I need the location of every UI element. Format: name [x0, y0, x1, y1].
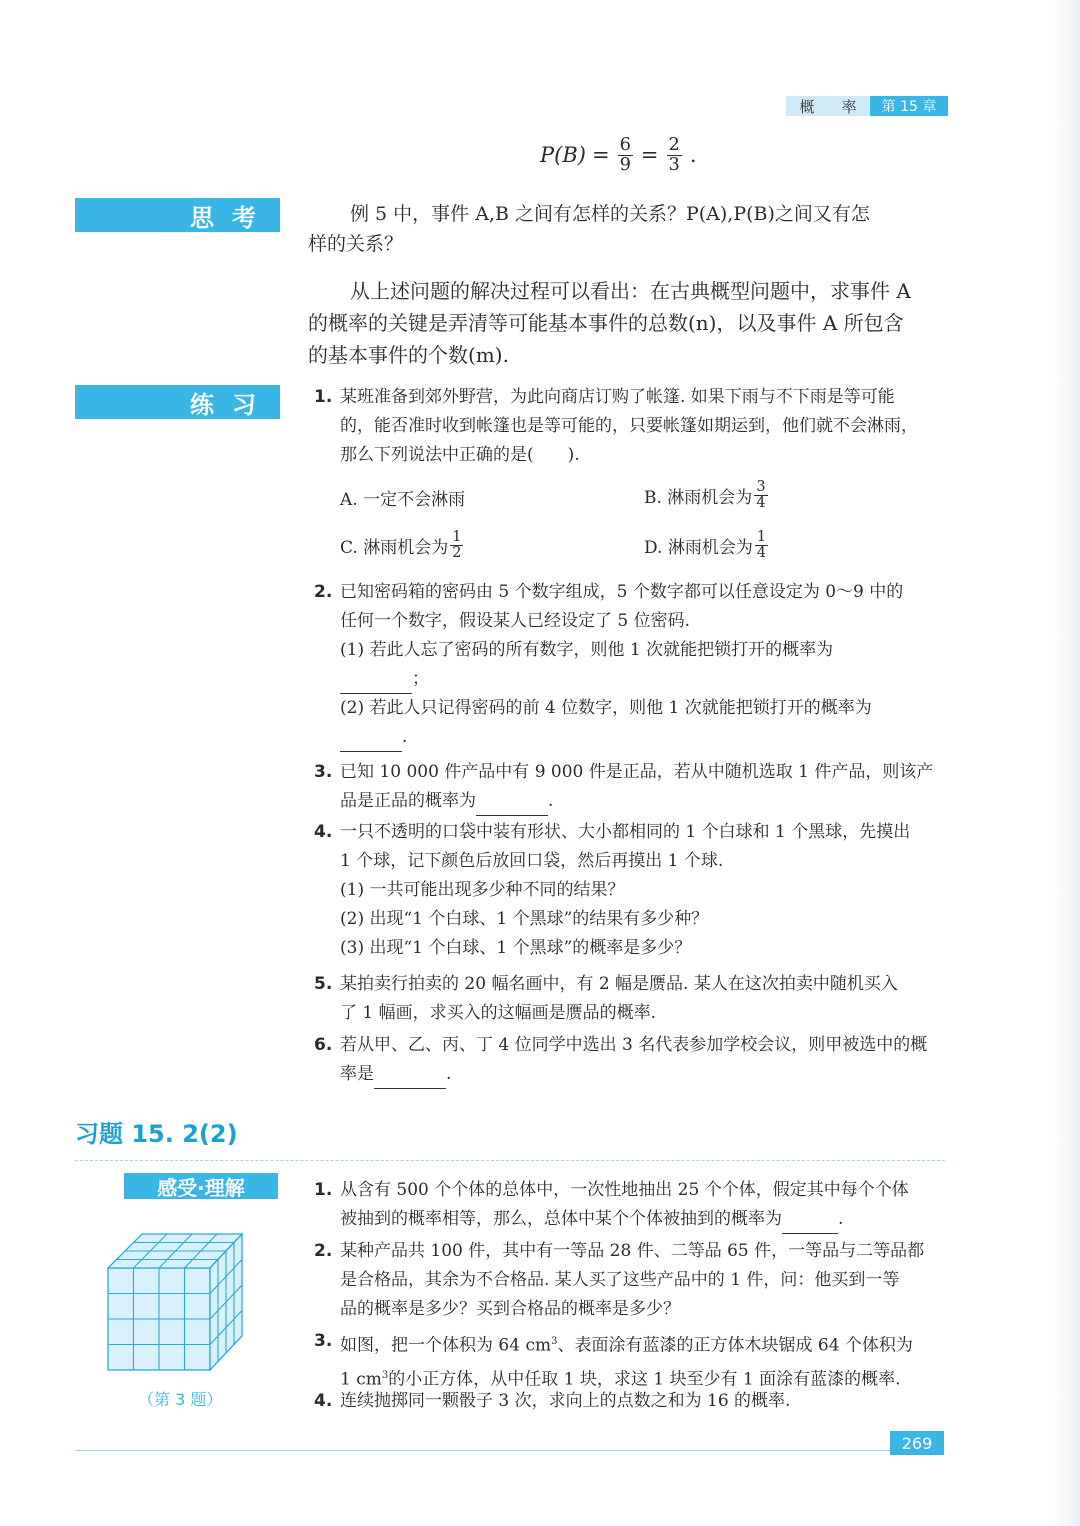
summary-line-3: 的基本事件的个数(m).: [308, 343, 509, 367]
page-number: 269: [890, 1431, 944, 1455]
option-c-fraction: [450, 530, 463, 561]
question-number: 4.: [314, 1391, 333, 1411]
formula-eq-1: =: [591, 143, 610, 168]
option-d-fraction: [755, 530, 768, 561]
practice-question-2: [314, 578, 950, 752]
chapter-header: [786, 96, 948, 116]
chapter-title-char-2: 率: [841, 97, 857, 116]
sub-question-1-answer: [340, 665, 950, 694]
question-line-text: 率是: [340, 1064, 374, 1084]
question-line: 1 个球，记下颜色后放回口袋，然后再摸出 1 个球.: [340, 851, 724, 871]
question-line: 已知 10 000 件产品中有 9 000 件是正品，若从中随机选取 1 件产品，则该产: [340, 762, 934, 782]
question-line: 连续抛掷同一颗骰子 3 次，求向上的点数之和为 16 的概率.: [340, 1391, 791, 1411]
practice-question-1: [314, 383, 950, 470]
question-line-text: 品是正品的概率为: [340, 791, 476, 811]
option-b-text: B. 淋雨机会为: [644, 488, 753, 509]
chapter-title-char-1: 概: [799, 97, 815, 116]
fraction-denominator: 4: [756, 495, 766, 512]
question-line-text: 如图，把一个体积为 64 cm: [340, 1335, 552, 1356]
fraction-numerator: 1: [452, 529, 462, 545]
formula-eq-2: =: [640, 143, 659, 168]
sub-question-2-answer: [340, 723, 950, 752]
cube-figure: [106, 1232, 246, 1372]
sub-question-3: (3) 出现“1 个白球、1 个黑球”的概率是多少？: [340, 938, 692, 958]
answer-blank[interactable]: [374, 1070, 446, 1089]
sub-question-1: (1) 一共可能出现多少种不同的结果？: [340, 880, 625, 900]
option-b-fraction: [754, 480, 767, 511]
question-line: 那么下列说法中正确的是( ).: [340, 445, 580, 465]
sub-question-2: (2) 出现“1 个白球、1 个黑球”的结果有多少种？: [340, 909, 709, 929]
option-c-text: C. 淋雨机会为: [340, 538, 449, 559]
section-divider: [75, 1160, 945, 1163]
fraction-denominator: 9: [619, 153, 631, 175]
question-line-text: 被抽到的概率相等，那么，总体中某个个体被抽到的概率为: [340, 1209, 782, 1229]
blank-end: .: [402, 727, 408, 747]
sub-question-1: (1) 若此人忘了密码的所有数字，则他 1 次就能把锁打开的概率为: [340, 640, 834, 660]
formula-end: .: [689, 143, 697, 168]
question-line: [340, 1060, 950, 1089]
think-line-1: 例 5 中，事件 A,B 之间有怎样的关系？P(A),P(B)之间又有怎: [350, 203, 870, 225]
fraction-six-ninths: [618, 136, 633, 174]
exercise-question-4: [314, 1387, 950, 1416]
question-line: 的，能否准时收到帐篷也是等可能的，只要帐篷如期运到，他们就不会淋雨，: [340, 416, 918, 436]
question-number: 6.: [314, 1035, 333, 1055]
question-line-text: 的小正方体，从中任取 1 块，求这 1 块至少有 1 面涂有蓝漆的概率.: [388, 1369, 901, 1390]
question-line: 已知密码箱的密码由 5 个数字组成，5 个数字都可以任意设定为 0～9 中的: [340, 582, 904, 602]
fraction-denominator: 2: [452, 545, 462, 562]
practice-question-5: [314, 970, 950, 1028]
question-number: 3.: [314, 762, 333, 782]
practice-question-3: [314, 758, 950, 816]
exercise-title: 习题 15. 2(2): [75, 1120, 238, 1148]
blank-end: .: [446, 1064, 452, 1084]
question-number: 2.: [314, 582, 333, 602]
exercise-question-2: [314, 1237, 950, 1324]
question-line: 从含有 500 个个体的总体中，一次性地抽出 25 个个体，假定其中每个个体: [340, 1180, 909, 1200]
blank-end: .: [838, 1209, 844, 1229]
summary-line-1: 从上述问题的解决过程可以看出：在古典概型问题中，求事件 A: [350, 279, 911, 303]
answer-blank[interactable]: [782, 1215, 838, 1234]
fraction-two-thirds: [667, 136, 682, 174]
question-number: 1.: [314, 1180, 333, 1200]
question-number: 4.: [314, 822, 333, 842]
question-line: [340, 787, 950, 816]
answer-blank[interactable]: [476, 797, 548, 816]
formula-lhs: P(B): [540, 143, 586, 168]
fraction-numerator: 2: [668, 134, 680, 155]
page-edge-shadow: [1052, 0, 1080, 1526]
superscript: 3: [381, 1369, 389, 1381]
practice-question-4: [314, 818, 950, 963]
option-d-text: D. 淋雨机会为: [644, 538, 753, 559]
question-number: 1.: [314, 387, 333, 407]
option-b: [644, 480, 770, 511]
question-number: 5.: [314, 974, 333, 994]
probability-formula: [540, 136, 697, 174]
exercise-question-1: [314, 1176, 950, 1234]
answer-blank[interactable]: [340, 675, 412, 694]
exercise-question-3: [314, 1327, 950, 1394]
question-line: [340, 1205, 950, 1234]
footer-line: [75, 1450, 945, 1451]
question-line: 任何一个数字，假设某人已经设定了 5 位密码.: [340, 611, 691, 631]
fraction-denominator: 3: [668, 153, 680, 175]
question-line: 了 1 幅画，求买入的这幅画是赝品的概率.: [340, 1003, 657, 1023]
question-line: 某班准备到郊外野营，为此向商店订购了帐篷. 如果下雨与不下雨是等可能: [340, 387, 895, 407]
option-a: [340, 485, 465, 510]
question-line: 若从甲、乙、丙、丁 4 位同学中选出 3 名代表参加学校会议，则甲被选中的概: [340, 1035, 928, 1055]
practice-question-6: [314, 1031, 950, 1089]
fraction-numerator: 6: [619, 134, 631, 155]
practice-tag: 练习: [75, 385, 280, 419]
question-line: 品的概率是多少？买到合格品的概率是多少？: [340, 1299, 680, 1319]
question-line-text: 1 cm: [340, 1369, 382, 1390]
fraction-numerator: 3: [756, 479, 766, 495]
blank-end: .: [548, 791, 554, 811]
superscript: 3: [551, 1336, 558, 1347]
blank-end: ；: [412, 669, 429, 689]
summary-line-2: 的概率的关键是弄清等可能基本事件的总数(n)，以及事件 A 所包含: [308, 311, 904, 335]
option-c: [340, 530, 465, 561]
question-number: 2.: [314, 1241, 333, 1261]
figure-caption: （第 3 题）: [138, 1390, 223, 1409]
fraction-numerator: 1: [756, 529, 767, 545]
exercise-tag: 感受·理解: [124, 1173, 278, 1199]
question-line: [340, 1327, 950, 1361]
think-line-2: 样的关系？: [308, 233, 404, 255]
question-line: 某种产品共 100 件，其中有一等品 28 件、二等品 65 件，一等品与二等品都: [340, 1241, 925, 1261]
question-line: 是合格品，其余为不合格品. 某人买了这些产品中的 1 件，问：他买到一等: [340, 1270, 900, 1290]
question-line: 某拍卖行拍卖的 20 幅名画中，有 2 幅是赝品. 某人在这次拍卖中随机买入: [340, 974, 898, 994]
option-a-text: A. 一定不会淋雨: [340, 490, 466, 510]
fraction-denominator: 4: [756, 545, 767, 562]
chapter-title: [786, 96, 870, 116]
answer-blank[interactable]: [340, 733, 402, 752]
think-tag: 思考: [75, 198, 280, 232]
option-d: [644, 530, 770, 561]
chapter-number: 第 15 章: [870, 96, 948, 116]
question-line-text: 、表面涂有蓝漆的正方体木块锯成 64 个体积为: [557, 1335, 913, 1356]
sub-question-2: (2) 若此人只记得密码的前 4 位数字，则他 1 次就能把锁打开的概率为: [340, 698, 872, 718]
question-number: 3.: [314, 1331, 333, 1351]
question-line: 一只不透明的口袋中装有形状、大小都相同的 1 个白球和 1 个黑球，先摸出: [340, 822, 911, 842]
